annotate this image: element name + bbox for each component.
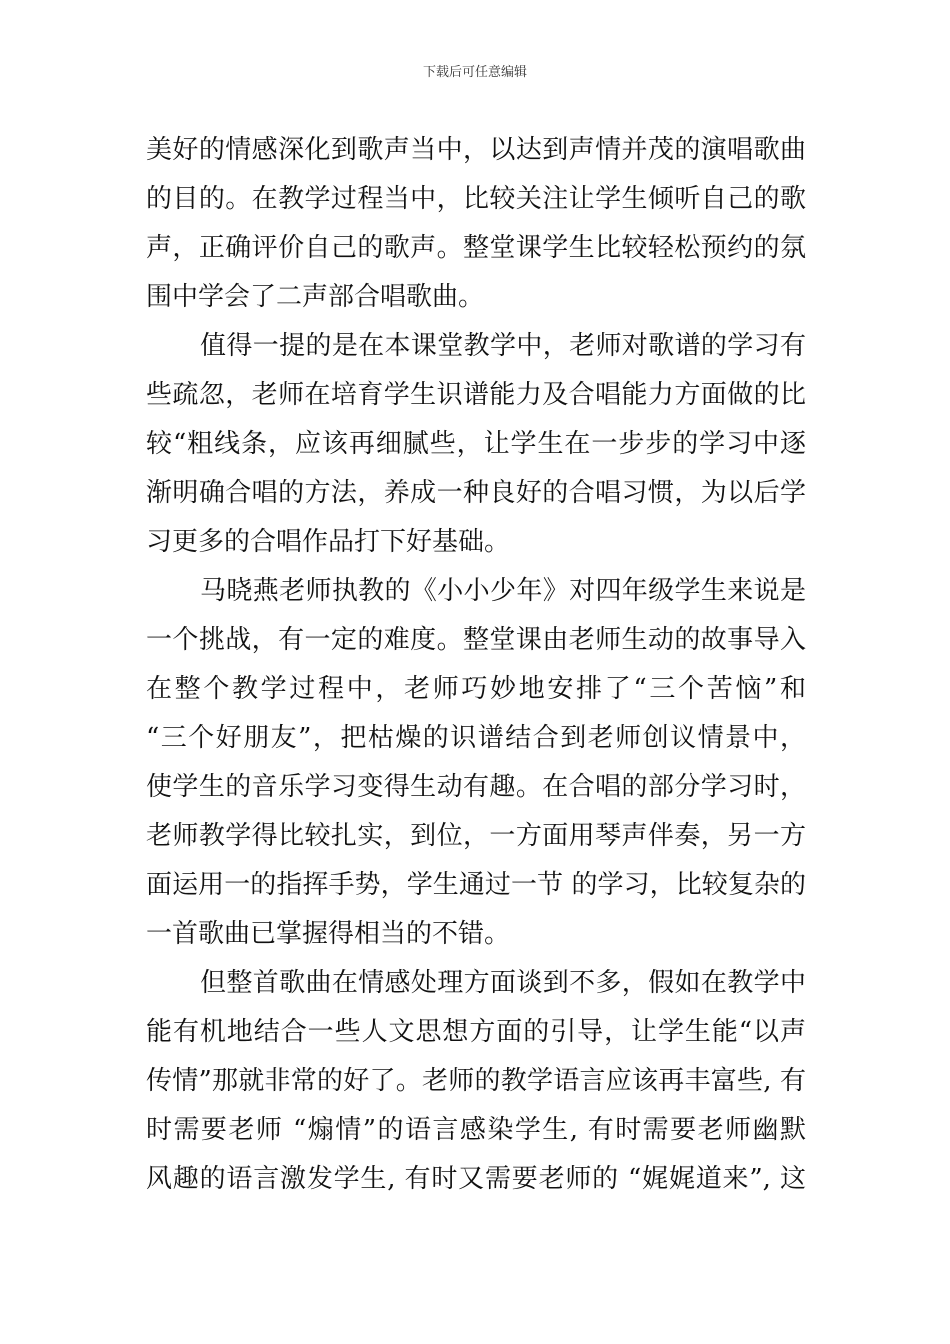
paragraph-line: 较“粗线条，应该再细腻些，让学生在一步步的学习中逐: [146, 429, 806, 459]
paragraph-line: 一个挑战，有一定的难度。整堂课由老师生动的故事导入: [146, 625, 806, 655]
paragraph-line: 面运用一的指挥手势，学生通过一节 的学习，比较复杂的: [146, 870, 806, 900]
document-body: [146, 126, 806, 1204]
paragraph-line: 些疏忽，老师在培育学生识谱能力及合唱能力方面做的比: [146, 380, 806, 410]
paragraph-line: 时需要老师 “煽情”的语言感染学生, 有时需要老师幽默: [146, 1115, 806, 1145]
paragraph-line: 使学生的音乐学习变得生动有趣。在合唱的部分学习时，: [146, 772, 806, 802]
paragraph-line: 习更多的合唱作品打下好基础。: [146, 527, 511, 557]
paragraph-line: 风趣的语言激发学生, 有时又需要老师的 “娓娓道来”, 这: [146, 1164, 806, 1194]
paragraph-line: 一首歌曲已掌握得相当的不错。: [146, 919, 511, 949]
paragraph-line: “三个好朋友”，把枯燥的识谱结合到老师创议情景中，: [146, 723, 806, 753]
paragraph-line: 渐明确合唱的方法，养成一种良好的合唱习惯，为以后学: [146, 478, 806, 508]
paragraph-line: 的目的。在教学过程当中，比较关注让学生倾听自己的歌: [146, 184, 806, 214]
paragraph-line: 老师教学得比较扎实，到位，一方面用琴声伴奏，另一方: [146, 821, 806, 851]
paragraph-line: 能有机地结合一些人文思想方面的引导，让学生能“以声: [146, 1017, 806, 1047]
page-header: 下载后可任意编辑: [422, 65, 527, 80]
paragraph-line: 传情”那就非常的好了。老师的教学语言应该再丰富些, 有: [146, 1066, 806, 1096]
paragraph-line: 在整个教学过程中，老师巧妙地安排了“三个苦恼”和: [146, 674, 806, 704]
paragraph-line: 围中学会了二声部合唱歌曲。: [146, 282, 485, 312]
paragraph-line: 声，正确评价自己的歌声。整堂课学生比较轻松预约的氛: [146, 233, 806, 263]
paragraph-line: 马晓燕老师执教的《小小少年》对四年级学生来说是: [200, 576, 806, 606]
paragraph-line: 值得一提的是在本课堂教学中，老师对歌谱的学习有: [200, 331, 806, 361]
paragraph-line: 但整首歌曲在情感处理方面谈到不多，假如在教学中: [200, 968, 806, 998]
paragraph-line: 美好的情感深化到歌声当中，以达到声情并茂的演唱歌曲: [146, 135, 806, 165]
